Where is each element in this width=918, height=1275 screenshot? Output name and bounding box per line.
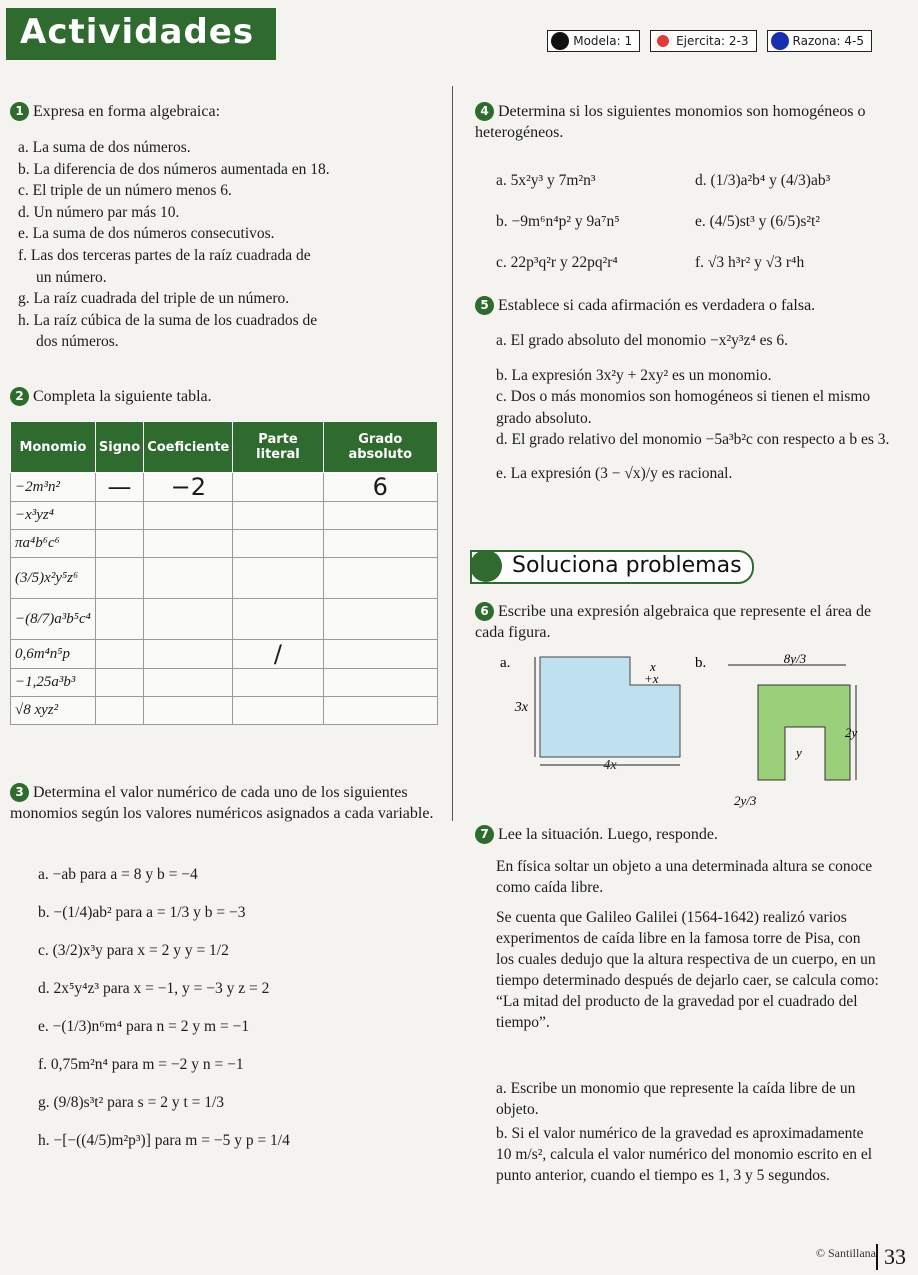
- table-row: [11, 640, 438, 669]
- page-number: 33: [876, 1244, 906, 1270]
- monomial-table: [10, 421, 438, 725]
- list-item: b. −9m⁶n⁴p² y 9a⁷n⁵: [496, 213, 620, 230]
- col-monomio: Monomio: [11, 422, 96, 473]
- q7-prompt: Lee la situación. Luego, responde.: [498, 826, 718, 843]
- section-title: Soluciona problemas: [512, 553, 742, 578]
- table-cell: (3/5)x²y⁵z⁶: [11, 558, 96, 599]
- q2-prompt: Completa la siguiente tabla.: [33, 388, 212, 405]
- list-item: e. (4/5)st³ y (6/5)s²t²: [695, 213, 821, 230]
- table-cell[interactable]: [144, 697, 233, 725]
- table-cell[interactable]: [233, 599, 323, 640]
- col-parte-literal: Parte literal: [233, 422, 323, 473]
- table-cell: 0,6m⁴n⁵p: [11, 640, 96, 669]
- q5-heading: [475, 295, 895, 316]
- q4-list-left: [496, 160, 696, 283]
- column-divider: [452, 86, 453, 821]
- list-item: h. La raíz cúbica de la suma de los cuadrados de: [18, 311, 318, 329]
- fig-a-label: a.: [500, 655, 511, 671]
- q7-number: 7: [475, 825, 494, 844]
- q7-b: b. Si el valor numérico de la gravedad es aproximadamente 10 m/s², calcula el valor numérico del monomio escrito en el punto anterior, cuando el tiempo es 1, 3 y 5 segundos.: [496, 1125, 873, 1184]
- q5-prompt: Establece si cada afirmación es verdadera o falsa.: [498, 297, 816, 314]
- q4-list-right: [695, 160, 895, 283]
- list-item: b. La expresión 3x²y + 2xy² es un monomio.: [496, 366, 772, 384]
- table-cell[interactable]: [323, 530, 437, 558]
- table-cell[interactable]: [323, 502, 437, 530]
- q4-heading: [475, 101, 885, 143]
- table-row: [11, 697, 438, 725]
- list-item: g. La raíz cuadrada del triple de un número.: [18, 290, 290, 308]
- table-row: [11, 473, 438, 502]
- modela-icon: [551, 32, 569, 50]
- list-item: f. 0,75m²n⁴ para m = −2 y n = −1: [38, 1056, 244, 1073]
- badge-modela: Modela: 1: [547, 30, 640, 52]
- list-item: h. −[−((4/5)m²p³)] para m = −5 y p = 1/4: [38, 1132, 290, 1149]
- table-header-row: [11, 422, 438, 473]
- table-cell[interactable]: [323, 697, 437, 725]
- fig-b-bottom: 2y/3: [734, 793, 757, 808]
- footer-brand: © Santillana: [815, 1246, 876, 1260]
- col-grado-absoluto: Grado absoluto: [323, 422, 437, 473]
- q2-heading: [10, 386, 212, 407]
- table-cell[interactable]: [144, 599, 233, 640]
- q3-heading: [10, 782, 435, 824]
- table-cell[interactable]: [323, 669, 437, 697]
- q4-prompt: Determina si los siguientes monomios son homogéneos o heterogéneos.: [475, 103, 866, 141]
- fig-a-plus-x: +x: [644, 671, 659, 686]
- table-cell[interactable]: [233, 558, 323, 599]
- table-cell[interactable]: [95, 599, 143, 640]
- table-cell[interactable]: [95, 640, 143, 669]
- table-cell: √8 xyz²: [11, 697, 96, 725]
- table-cell[interactable]: [233, 502, 323, 530]
- fig-b-shape: [758, 685, 850, 780]
- q6-number: 6: [475, 602, 494, 621]
- list-item: a. La suma de dos números.: [18, 139, 191, 156]
- table-cell[interactable]: −2: [144, 473, 233, 502]
- table-cell[interactable]: [144, 558, 233, 599]
- table-cell[interactable]: [144, 669, 233, 697]
- table-cell[interactable]: [233, 473, 323, 502]
- table-cell[interactable]: [95, 558, 143, 599]
- list-item: e. La expresión (3 − √x)/y es racional.: [496, 464, 733, 482]
- table-cell[interactable]: [144, 530, 233, 558]
- table-cell[interactable]: [144, 502, 233, 530]
- q6-prompt: Escribe una expresión algebraica que represente el área de cada figura.: [475, 603, 872, 641]
- table-cell: −x³yz⁴: [11, 502, 96, 530]
- list-item: c. El triple de un número menos 6.: [18, 182, 232, 200]
- list-item: b. La diferencia de dos números aumentada en 18.: [18, 160, 330, 178]
- q2-number: 2: [10, 387, 29, 406]
- puzzle-icon: [470, 550, 502, 582]
- table-cell[interactable]: /: [233, 640, 323, 669]
- fig-a-height: 3x: [514, 700, 528, 715]
- fig-a-x: x: [650, 659, 656, 674]
- table-cell[interactable]: [95, 502, 143, 530]
- fig-a-width: 4x: [603, 758, 617, 773]
- badge-ejercita: Ejercita: 2-3: [650, 30, 756, 52]
- table-row: [11, 530, 438, 558]
- activities-title: Actividades: [20, 12, 255, 52]
- list-item: f. √3 h³r² y √3 r⁴h: [695, 254, 805, 271]
- fig-b-top: 8y/3: [783, 651, 807, 666]
- q7-p2: Se cuenta que Galileo Galilei (1564-1642) realizó varios experimentos de caída libre en la famosa torre de Pisa, con los cuales dedujo que la altura respectiva de un cuerpo, en un tiempo determinado después de dejarlo caer, se calcula como: “La mitad del producto de la gravedad por el cuadrado del tiempo”.: [496, 909, 879, 1031]
- table-cell[interactable]: [233, 669, 323, 697]
- list-item: a. El grado absoluto del monomio −x²y³z⁴ es 6.: [496, 332, 789, 349]
- table-row: [11, 558, 438, 599]
- table-cell[interactable]: [323, 599, 437, 640]
- q5-number: 5: [475, 296, 494, 315]
- q1-heading: [10, 101, 220, 122]
- q7-p1: En física soltar un objeto a una determinada altura se conoce como caída libre.: [496, 858, 873, 896]
- col-coeficiente: Coeficiente: [144, 422, 233, 473]
- fig-b-inner: y: [796, 745, 802, 760]
- table-cell[interactable]: [95, 530, 143, 558]
- table-row: [11, 669, 438, 697]
- list-item: d. Un número par más 10.: [18, 203, 180, 221]
- badge-razona: Razona: 4-5: [767, 30, 872, 52]
- table-cell[interactable]: [233, 697, 323, 725]
- table-cell: −2m³n²: [11, 473, 96, 502]
- q1-number: 1: [10, 102, 29, 121]
- fig-b-label: b.: [695, 655, 707, 671]
- table-row: [11, 599, 438, 640]
- skill-badges: [547, 30, 872, 52]
- q3-number: 3: [10, 783, 29, 802]
- list-item: c. 22p³q²r y 22pq²r⁴: [496, 254, 618, 271]
- list-item: un número.: [36, 268, 107, 286]
- table-cell[interactable]: [95, 697, 143, 725]
- table-cell[interactable]: [95, 669, 143, 697]
- list-item: e. La suma de dos números consecutivos.: [18, 225, 275, 243]
- table-cell[interactable]: [323, 558, 437, 599]
- table-cell[interactable]: [144, 640, 233, 669]
- fig-a-shape: [540, 657, 680, 757]
- table-row: [11, 502, 438, 530]
- area-figures: [500, 645, 890, 810]
- q7-heading: [475, 824, 895, 845]
- fig-b-side: 2y: [845, 725, 858, 740]
- q5-list: [496, 330, 896, 484]
- list-item: c. (3/2)x³y para x = 2 y y = 1/2: [38, 942, 229, 959]
- q1-prompt: Expresa en forma algebraica:: [33, 103, 221, 120]
- table-cell: πa⁴b⁶c⁶: [11, 530, 96, 558]
- q7-a: a. Escribe un monomio que represente la caída libre de un objeto.: [496, 1080, 856, 1118]
- list-item: d. (1/3)a²b⁴ y (4/3)ab³: [695, 172, 831, 189]
- q1-list: [18, 137, 438, 353]
- list-item: b. −(1/4)ab² para a = 1/3 y b = −3: [38, 904, 246, 921]
- list-item: c. Dos o más monomios son homogéneos si tienen el mismo grado absoluto.: [496, 388, 871, 427]
- target-icon: [654, 32, 672, 50]
- q6-heading: [475, 601, 895, 643]
- list-item: g. (9/8)s³t² para s = 2 y t = 1/3: [38, 1094, 225, 1111]
- table-cell: −1,25a³b³: [11, 669, 96, 697]
- list-item: d. El grado relativo del monomio −5a³b²c con respecto a b es 3.: [496, 431, 890, 448]
- list-item: e. −(1/3)n⁶m⁴ para n = 2 y m = −1: [38, 1018, 250, 1035]
- table-cell[interactable]: 6: [323, 473, 437, 502]
- list-item: d. 2x⁵y⁴z³ para x = −1, y = −3 y z = 2: [38, 980, 270, 997]
- q3-list: [38, 856, 290, 1160]
- table-cell[interactable]: [233, 530, 323, 558]
- table-cell[interactable]: [323, 640, 437, 669]
- razona-icon: [771, 32, 789, 50]
- list-item: dos números.: [36, 333, 119, 351]
- q3-prompt: Determina el valor numérico de cada uno de los siguientes monomios según los valores numéricos asignados a cada variable.: [10, 784, 434, 822]
- q4-number: 4: [475, 102, 494, 121]
- list-item: f. Las dos terceras partes de la raíz cuadrada de: [18, 246, 311, 264]
- table-cell[interactable]: —: [95, 473, 143, 502]
- list-item: a. 5x²y³ y 7m²n³: [496, 172, 596, 189]
- col-signo: Signo: [95, 422, 143, 473]
- table-cell: −(8/7)a³b⁵c⁴: [11, 599, 96, 640]
- list-item: a. −ab para a = 8 y b = −4: [38, 866, 198, 883]
